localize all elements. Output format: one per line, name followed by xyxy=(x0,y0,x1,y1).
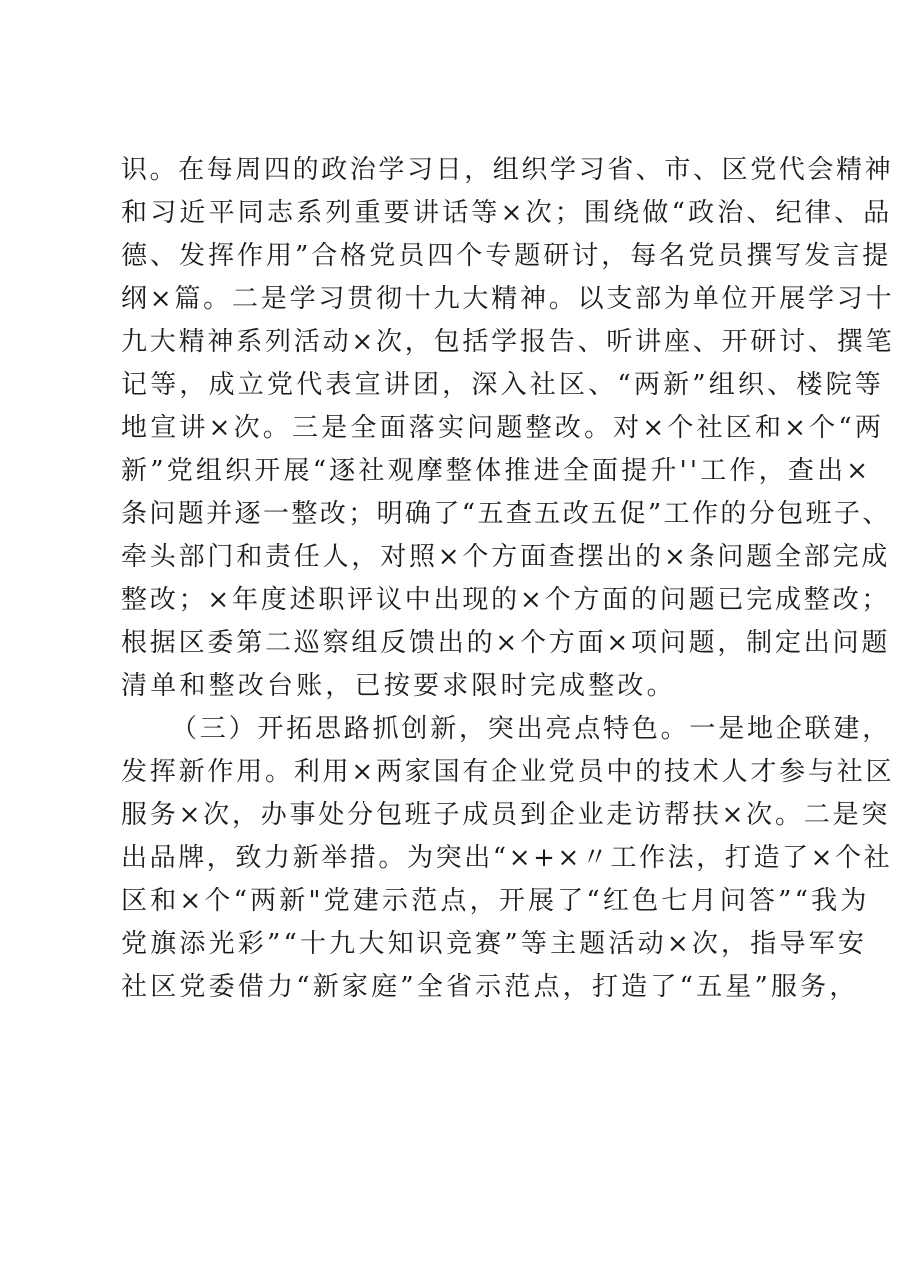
text-line: 党旗添光彩”“十九大知识竞赛”等主题活动×次，指导军安 xyxy=(121,929,868,959)
text-line: 服务×次，办事处分包班子成员到企业走访帮扶×次。二是突 xyxy=(121,800,891,830)
text-line: 地宣讲×次。三是全面落实问题整改。对×个社区和×个“两 xyxy=(121,413,885,443)
paragraph-heading-line: （三）开拓思路抓创新，突出亮点特色。一是地企联建， xyxy=(171,714,892,744)
text-line: 区和×个“两新"党建示范点，开展了“红色七月问答”“我为 xyxy=(121,886,870,916)
text-line: 根据区委第二巡察组反馈出的×个方面×项问题，制定出问题 xyxy=(121,628,891,658)
text-line: 出品牌，致力新举措。为突出“×+×〃工作法，打造了×个社 xyxy=(121,843,893,873)
text-line: 牵头部门和责任人，对照×个方面查摆出的×条问题全部完成 xyxy=(121,542,891,572)
text-line: 社区党委借力“新家庭”全省示范点，打造了“五星”服务， xyxy=(121,972,859,1002)
text-line: 新”党组织开展“逐社观摩整体推进全面提升''工作，查出× xyxy=(121,456,872,486)
text-line: 德、发挥作用”合格党员四个专题研讨，每名党员撰写发言提 xyxy=(121,241,892,271)
text-line: 发挥新作用。利用×两家国有企业党员中的技术人才参与社区 xyxy=(121,757,895,787)
text-line: 记等，成立党代表宣讲团，深入社区、“两新”组织、楼院等 xyxy=(121,370,884,400)
text-line: 整改；×年度述职评议中出现的×个方面的问题已完成整改； xyxy=(121,585,891,615)
text-line: 条问题并逐一整改；明确了“五查五改五促”工作的分包班子、 xyxy=(121,499,891,529)
text-line: 识。在每周四的政治学习日，组织学习省、市、区党代会精神 xyxy=(121,155,894,185)
text-line: 和习近平同志系列重要讲话等×次；围绕做“政治、纪律、品 xyxy=(121,198,893,228)
text-line: 纲×篇。二是学习贯彻十九大精神。以支部为单位开展学习十 xyxy=(121,284,895,314)
text-line: 九大精神系列活动×次，包括学报告、听讲座、开研讨、撰笔 xyxy=(121,327,895,357)
text-line: 清单和整改台账，已按要求限时完成整改。 xyxy=(121,671,676,701)
